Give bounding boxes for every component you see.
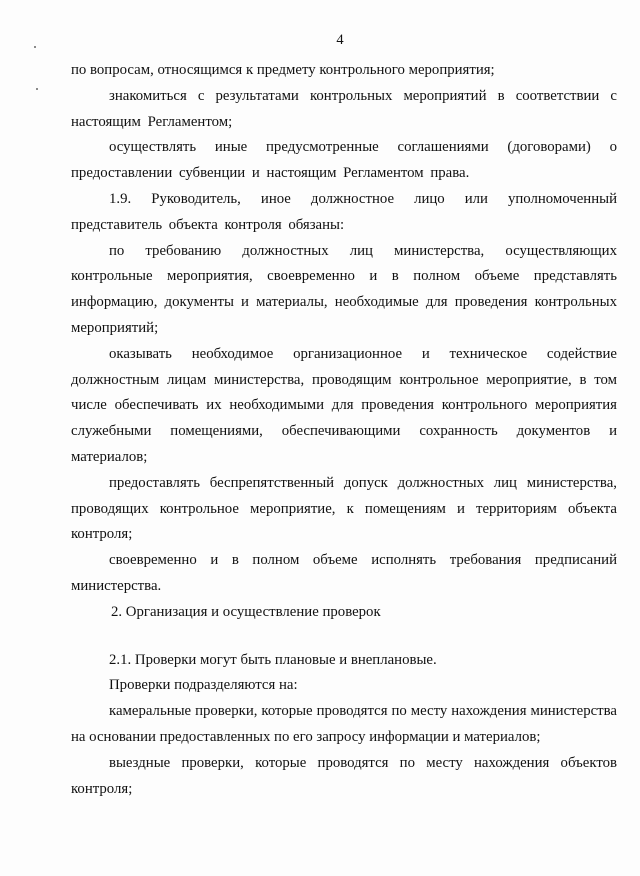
section-heading: 2. Организация и осуществление проверок <box>111 603 381 620</box>
paragraph: оказывать необходимое организационное и техническое содействие должностным лицам министерства, проводящим контрольное мероприятие, в том числе обеспечивать их необходимыми для проведения контрольного мероприятия служебными помещениями, обеспечивающими сохранность документов и материалов; <box>71 345 617 465</box>
scan-speck <box>36 88 38 90</box>
scan-speck <box>34 46 36 48</box>
paragraph: своевременно и в полном объеме исполнять требования предписаний министерства. <box>71 552 617 594</box>
paragraph: 2.1. Проверки могут быть плановые и внеплановые. <box>109 651 437 668</box>
paragraph: выездные проверки, которые проводятся по месту нахождения объектов контроля; <box>71 754 617 797</box>
paragraph: предоставлять беспрепятственный допуск должностных лиц министерства, проводящих контрольное мероприятие, к помещениям и территориям объекта контроля; <box>71 474 617 543</box>
paragraph: знакомиться с результатами контрольных мероприятий в соответствии с настоящим Регламентом; <box>71 87 617 130</box>
paragraph: по вопросам, относящимся к предмету контрольного мероприятия; <box>71 62 495 78</box>
document-body <box>71 58 617 802</box>
paragraph: Проверки подразделяются на: <box>109 677 298 694</box>
paragraph: осуществлять иные предусмотренные соглашениями (договорами) о предоставлении субвенции и настоящим Регламентом права. <box>71 139 617 182</box>
paragraph: камеральные проверки, которые проводятся по месту нахождения министерства на основании предоставленных по его запросу информации и материалов; <box>71 703 617 745</box>
paragraph: по требованию должностных лиц министерства, осуществляющих контрольные мероприятия, своевременно и в полном объеме представлять информацию, документы и материалы, необходимые для проведения контрольных мероприятий; <box>71 242 617 336</box>
page-number: 4 <box>336 32 344 48</box>
paragraph: 1.9. Руководитель, иное должностное лицо или уполномоченный представитель объекта контроля обязаны: <box>71 190 617 233</box>
